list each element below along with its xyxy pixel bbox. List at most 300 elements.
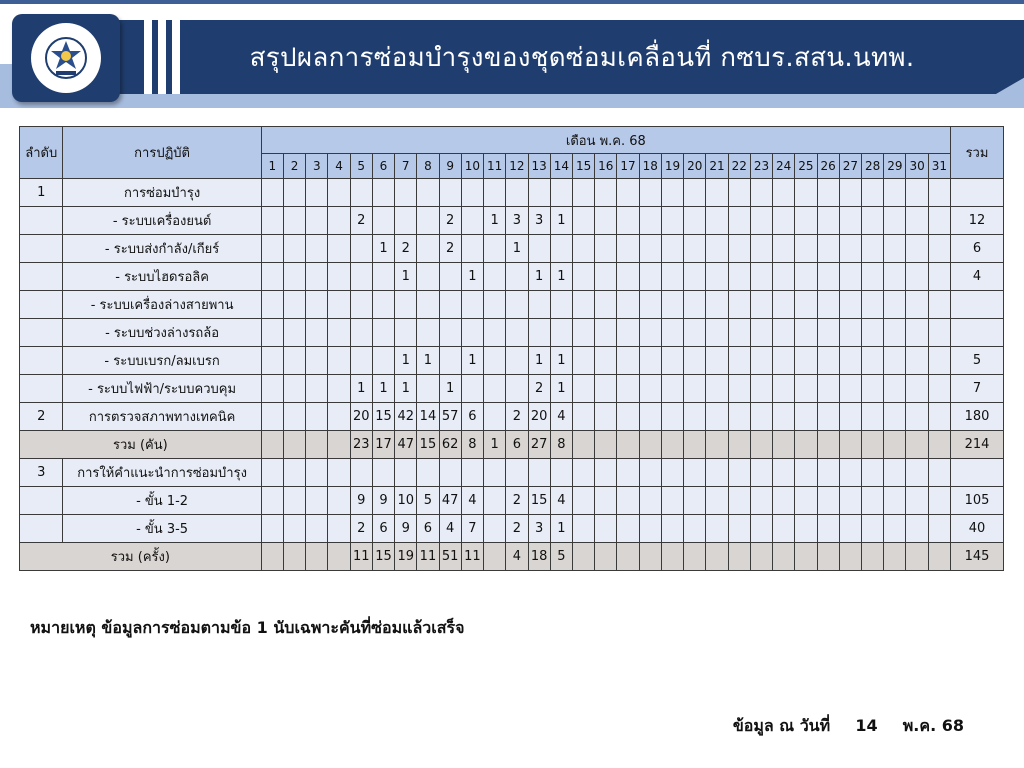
table-row — [20, 487, 1004, 515]
day-cell — [306, 235, 328, 263]
day-cell — [328, 263, 350, 291]
day-cell — [839, 291, 861, 319]
day-cell — [750, 487, 772, 515]
day-cell — [461, 291, 483, 319]
day-cell — [795, 403, 817, 431]
day-cell — [906, 263, 928, 291]
day-cell — [484, 347, 506, 375]
day-cell: 4 — [461, 487, 483, 515]
day-cell — [862, 291, 884, 319]
logo-box — [12, 14, 120, 102]
day-cell — [795, 291, 817, 319]
day-cell — [817, 487, 839, 515]
day-cell — [328, 291, 350, 319]
day-cell — [639, 347, 661, 375]
day-cell — [417, 375, 439, 403]
day-cell — [439, 347, 461, 375]
day-cell — [328, 179, 350, 207]
day-header: 21 — [706, 154, 728, 179]
day-cell — [684, 487, 706, 515]
day-cell — [372, 291, 394, 319]
day-cell — [261, 347, 283, 375]
day-cell — [928, 263, 950, 291]
day-cell — [506, 291, 528, 319]
day-cell — [550, 179, 572, 207]
row-seq — [20, 319, 63, 347]
day-cell — [261, 543, 283, 571]
header-month: เดือน พ.ค. 68 — [261, 127, 950, 154]
day-cell — [306, 515, 328, 543]
day-cell — [417, 263, 439, 291]
top-accent-strip — [0, 0, 1024, 4]
day-cell — [328, 235, 350, 263]
day-header: 16 — [595, 154, 617, 179]
day-cell — [884, 235, 906, 263]
day-cell — [461, 319, 483, 347]
day-cell — [439, 291, 461, 319]
day-cell — [817, 263, 839, 291]
day-cell: 18 — [528, 543, 550, 571]
day-cell — [417, 179, 439, 207]
summary-row — [20, 431, 1004, 459]
day-cell — [306, 179, 328, 207]
day-cell — [728, 431, 750, 459]
day-cell: 3 — [528, 207, 550, 235]
day-cell — [928, 179, 950, 207]
day-cell — [906, 319, 928, 347]
day-cell — [884, 487, 906, 515]
day-cell — [372, 347, 394, 375]
header-action: การปฏิบัติ — [63, 127, 261, 179]
day-cell — [884, 319, 906, 347]
day-cell: 2 — [350, 207, 372, 235]
day-cell — [884, 431, 906, 459]
day-header: 19 — [661, 154, 683, 179]
row-seq — [20, 375, 63, 403]
day-cell — [639, 459, 661, 487]
row-seq — [20, 487, 63, 515]
day-cell: 5 — [417, 487, 439, 515]
day-cell — [795, 263, 817, 291]
table-row — [20, 179, 1004, 207]
day-cell — [661, 515, 683, 543]
row-seq — [20, 235, 63, 263]
day-cell — [728, 235, 750, 263]
row-label: - ระบบไฮดรอลิค — [63, 263, 261, 291]
day-cell — [484, 291, 506, 319]
day-cell: 9 — [350, 487, 372, 515]
data-as-of-prefix: ข้อมูล ณ วันที่ — [732, 716, 831, 735]
day-cell: 20 — [350, 403, 372, 431]
day-cell: 15 — [528, 487, 550, 515]
table-row — [20, 375, 1004, 403]
day-cell: 9 — [372, 487, 394, 515]
day-cell: 1 — [395, 263, 417, 291]
day-cell: 7 — [461, 515, 483, 543]
day-cell — [773, 291, 795, 319]
day-cell — [639, 403, 661, 431]
day-cell: 1 — [550, 347, 572, 375]
day-cell — [506, 179, 528, 207]
day-cell — [283, 235, 305, 263]
day-cell — [595, 319, 617, 347]
day-cell: 1 — [461, 263, 483, 291]
day-cell — [750, 263, 772, 291]
day-cell — [706, 319, 728, 347]
day-cell — [261, 291, 283, 319]
day-cell — [728, 263, 750, 291]
day-cell — [350, 235, 372, 263]
day-cell — [350, 179, 372, 207]
day-header: 7 — [395, 154, 417, 179]
day-cell — [550, 319, 572, 347]
day-cell: 3 — [528, 515, 550, 543]
day-cell — [595, 291, 617, 319]
day-cell — [661, 487, 683, 515]
day-cell — [684, 543, 706, 571]
day-cell — [639, 179, 661, 207]
day-cell — [461, 179, 483, 207]
day-cell — [328, 347, 350, 375]
day-cell — [306, 459, 328, 487]
day-cell — [862, 207, 884, 235]
day-cell: 2 — [439, 207, 461, 235]
day-cell — [839, 263, 861, 291]
day-header: 22 — [728, 154, 750, 179]
day-cell — [817, 375, 839, 403]
day-cell — [261, 403, 283, 431]
day-cell — [795, 319, 817, 347]
day-cell — [728, 207, 750, 235]
day-cell — [884, 543, 906, 571]
day-cell — [928, 319, 950, 347]
data-as-of-month: พ.ค. 68 — [902, 716, 964, 735]
day-cell — [661, 375, 683, 403]
day-cell — [684, 431, 706, 459]
day-cell — [283, 207, 305, 235]
day-cell — [795, 515, 817, 543]
row-label: - ระบบไฟฟ้า/ระบบควบคุม — [63, 375, 261, 403]
day-cell: 1 — [528, 347, 550, 375]
day-cell — [728, 291, 750, 319]
day-cell: 1 — [372, 375, 394, 403]
day-cell — [283, 487, 305, 515]
day-header: 13 — [528, 154, 550, 179]
day-cell — [595, 235, 617, 263]
day-cell — [928, 207, 950, 235]
day-cell — [484, 515, 506, 543]
day-cell: 6 — [461, 403, 483, 431]
day-header: 1 — [261, 154, 283, 179]
day-cell — [661, 543, 683, 571]
day-cell: 42 — [395, 403, 417, 431]
table-header-row — [20, 127, 1004, 154]
day-cell — [572, 543, 594, 571]
day-cell — [328, 375, 350, 403]
day-cell — [506, 263, 528, 291]
day-cell — [928, 459, 950, 487]
day-cell — [572, 235, 594, 263]
day-cell: 5 — [550, 543, 572, 571]
day-cell — [773, 431, 795, 459]
day-cell — [350, 319, 372, 347]
day-cell: 1 — [439, 375, 461, 403]
day-cell — [817, 179, 839, 207]
day-cell — [572, 515, 594, 543]
day-cell — [884, 515, 906, 543]
row-total: 6 — [950, 235, 1003, 263]
day-cell — [439, 263, 461, 291]
day-cell — [484, 543, 506, 571]
day-cell: 11 — [350, 543, 372, 571]
day-cell: 57 — [439, 403, 461, 431]
table-row — [20, 291, 1004, 319]
day-cell — [661, 403, 683, 431]
day-cell — [862, 403, 884, 431]
day-cell — [484, 179, 506, 207]
row-total: 214 — [950, 431, 1003, 459]
day-cell — [417, 319, 439, 347]
day-cell — [372, 263, 394, 291]
logo-circle — [31, 23, 101, 93]
day-cell — [706, 179, 728, 207]
table-row — [20, 319, 1004, 347]
day-cell — [306, 431, 328, 459]
day-cell — [350, 291, 372, 319]
day-cell — [283, 431, 305, 459]
day-cell — [461, 375, 483, 403]
day-cell — [506, 347, 528, 375]
day-cell — [750, 431, 772, 459]
day-header: 8 — [417, 154, 439, 179]
day-cell — [617, 459, 639, 487]
day-cell — [728, 319, 750, 347]
day-cell — [728, 459, 750, 487]
day-cell — [928, 291, 950, 319]
day-header: 12 — [506, 154, 528, 179]
day-cell — [639, 487, 661, 515]
row-label: - ขั้น 3-5 — [63, 515, 261, 543]
day-cell — [439, 459, 461, 487]
day-cell — [684, 263, 706, 291]
day-cell — [328, 459, 350, 487]
day-header: 24 — [773, 154, 795, 179]
unit-emblem-icon — [43, 35, 89, 81]
day-cell: 1 — [461, 347, 483, 375]
row-total — [950, 319, 1003, 347]
data-as-of — [733, 714, 964, 739]
day-cell — [906, 403, 928, 431]
row-label: การตรวจสภาพทางเทคนิค — [63, 403, 261, 431]
day-cell — [572, 179, 594, 207]
day-cell — [328, 431, 350, 459]
day-cell — [884, 179, 906, 207]
day-cell — [306, 291, 328, 319]
day-cell — [572, 375, 594, 403]
day-cell — [862, 179, 884, 207]
day-cell — [395, 291, 417, 319]
day-cell — [328, 543, 350, 571]
day-cell — [839, 459, 861, 487]
day-cell: 2 — [506, 403, 528, 431]
day-cell — [572, 347, 594, 375]
day-cell — [617, 235, 639, 263]
day-cell — [684, 403, 706, 431]
row-label: - ระบบเบรก/ลมเบรก — [63, 347, 261, 375]
day-cell — [595, 487, 617, 515]
day-cell — [839, 235, 861, 263]
day-cell — [283, 291, 305, 319]
day-cell — [617, 263, 639, 291]
day-cell — [639, 515, 661, 543]
day-cell — [906, 487, 928, 515]
day-cell — [795, 431, 817, 459]
row-seq — [20, 515, 63, 543]
day-cell — [728, 403, 750, 431]
day-cell — [817, 319, 839, 347]
day-cell — [306, 319, 328, 347]
row-label: การซ่อมบำรุง — [63, 179, 261, 207]
day-cell: 1 — [528, 263, 550, 291]
day-cell — [617, 403, 639, 431]
day-cell: 8 — [461, 431, 483, 459]
row-label: - ระบบเครื่องยนต์ — [63, 207, 261, 235]
day-cell — [706, 263, 728, 291]
day-header: 25 — [795, 154, 817, 179]
day-cell — [484, 459, 506, 487]
day-cell — [773, 515, 795, 543]
day-cell — [484, 235, 506, 263]
day-cell — [728, 543, 750, 571]
day-cell — [261, 515, 283, 543]
row-total: 180 — [950, 403, 1003, 431]
row-total — [950, 459, 1003, 487]
day-cell: 9 — [395, 515, 417, 543]
day-header: 23 — [750, 154, 772, 179]
day-cell: 1 — [484, 207, 506, 235]
day-cell — [795, 207, 817, 235]
day-cell — [661, 179, 683, 207]
day-cell — [817, 347, 839, 375]
day-cell — [906, 179, 928, 207]
day-cell — [484, 487, 506, 515]
footnote: หมายเหตุ ข้อมูลการซ่อมตามข้อ 1 นับเฉพาะคันที่ซ่อมแล้วเสร็จ — [30, 618, 465, 637]
day-cell — [817, 543, 839, 571]
day-cell — [862, 459, 884, 487]
day-cell — [728, 179, 750, 207]
day-cell: 1 — [550, 207, 572, 235]
day-cell — [884, 459, 906, 487]
day-cell: 4 — [439, 515, 461, 543]
day-header: 18 — [639, 154, 661, 179]
day-cell — [684, 515, 706, 543]
day-cell — [261, 235, 283, 263]
day-cell — [350, 347, 372, 375]
day-cell: 2 — [439, 235, 461, 263]
day-cell: 62 — [439, 431, 461, 459]
day-cell — [795, 347, 817, 375]
day-cell — [684, 319, 706, 347]
day-header: 31 — [928, 154, 950, 179]
day-cell: 1 — [395, 347, 417, 375]
day-cell — [595, 543, 617, 571]
day-cell — [439, 179, 461, 207]
row-total: 7 — [950, 375, 1003, 403]
day-cell — [550, 235, 572, 263]
day-cell — [661, 459, 683, 487]
day-cell — [617, 515, 639, 543]
day-cell — [684, 235, 706, 263]
day-cell — [928, 543, 950, 571]
day-cell: 27 — [528, 431, 550, 459]
day-cell — [595, 403, 617, 431]
day-cell — [528, 235, 550, 263]
day-cell — [283, 515, 305, 543]
day-cell: 14 — [417, 403, 439, 431]
day-cell — [528, 319, 550, 347]
day-cell — [395, 179, 417, 207]
day-cell — [862, 515, 884, 543]
table-row — [20, 403, 1004, 431]
day-cell — [595, 375, 617, 403]
day-cell — [906, 459, 928, 487]
day-cell — [728, 515, 750, 543]
day-cell — [839, 515, 861, 543]
day-cell — [928, 235, 950, 263]
day-header: 2 — [283, 154, 305, 179]
day-cell — [773, 375, 795, 403]
day-cell: 8 — [550, 431, 572, 459]
day-cell — [617, 543, 639, 571]
day-cell — [839, 207, 861, 235]
day-cell — [283, 263, 305, 291]
day-cell — [328, 403, 350, 431]
day-cell — [750, 291, 772, 319]
day-cell — [484, 319, 506, 347]
day-cell — [372, 207, 394, 235]
day-cell — [684, 291, 706, 319]
day-cell: 19 — [395, 543, 417, 571]
day-cell — [484, 263, 506, 291]
day-cell — [750, 207, 772, 235]
row-total: 145 — [950, 543, 1003, 571]
day-cell: 6 — [506, 431, 528, 459]
day-cell — [661, 431, 683, 459]
day-cell — [706, 403, 728, 431]
day-cell — [928, 375, 950, 403]
day-cell — [795, 543, 817, 571]
day-cell — [484, 375, 506, 403]
day-cell — [261, 431, 283, 459]
day-cell — [750, 515, 772, 543]
data-as-of-day: 14 — [855, 716, 878, 735]
header-total: รวม — [950, 127, 1003, 179]
day-cell: 4 — [506, 543, 528, 571]
day-cell — [906, 235, 928, 263]
day-cell — [750, 179, 772, 207]
table-row — [20, 207, 1004, 235]
day-cell — [572, 291, 594, 319]
day-cell — [261, 487, 283, 515]
row-total — [950, 179, 1003, 207]
day-cell — [617, 207, 639, 235]
day-cell — [306, 403, 328, 431]
day-cell: 1 — [395, 375, 417, 403]
day-header: 28 — [862, 154, 884, 179]
row-total: 105 — [950, 487, 1003, 515]
day-header: 29 — [884, 154, 906, 179]
day-cell — [839, 487, 861, 515]
